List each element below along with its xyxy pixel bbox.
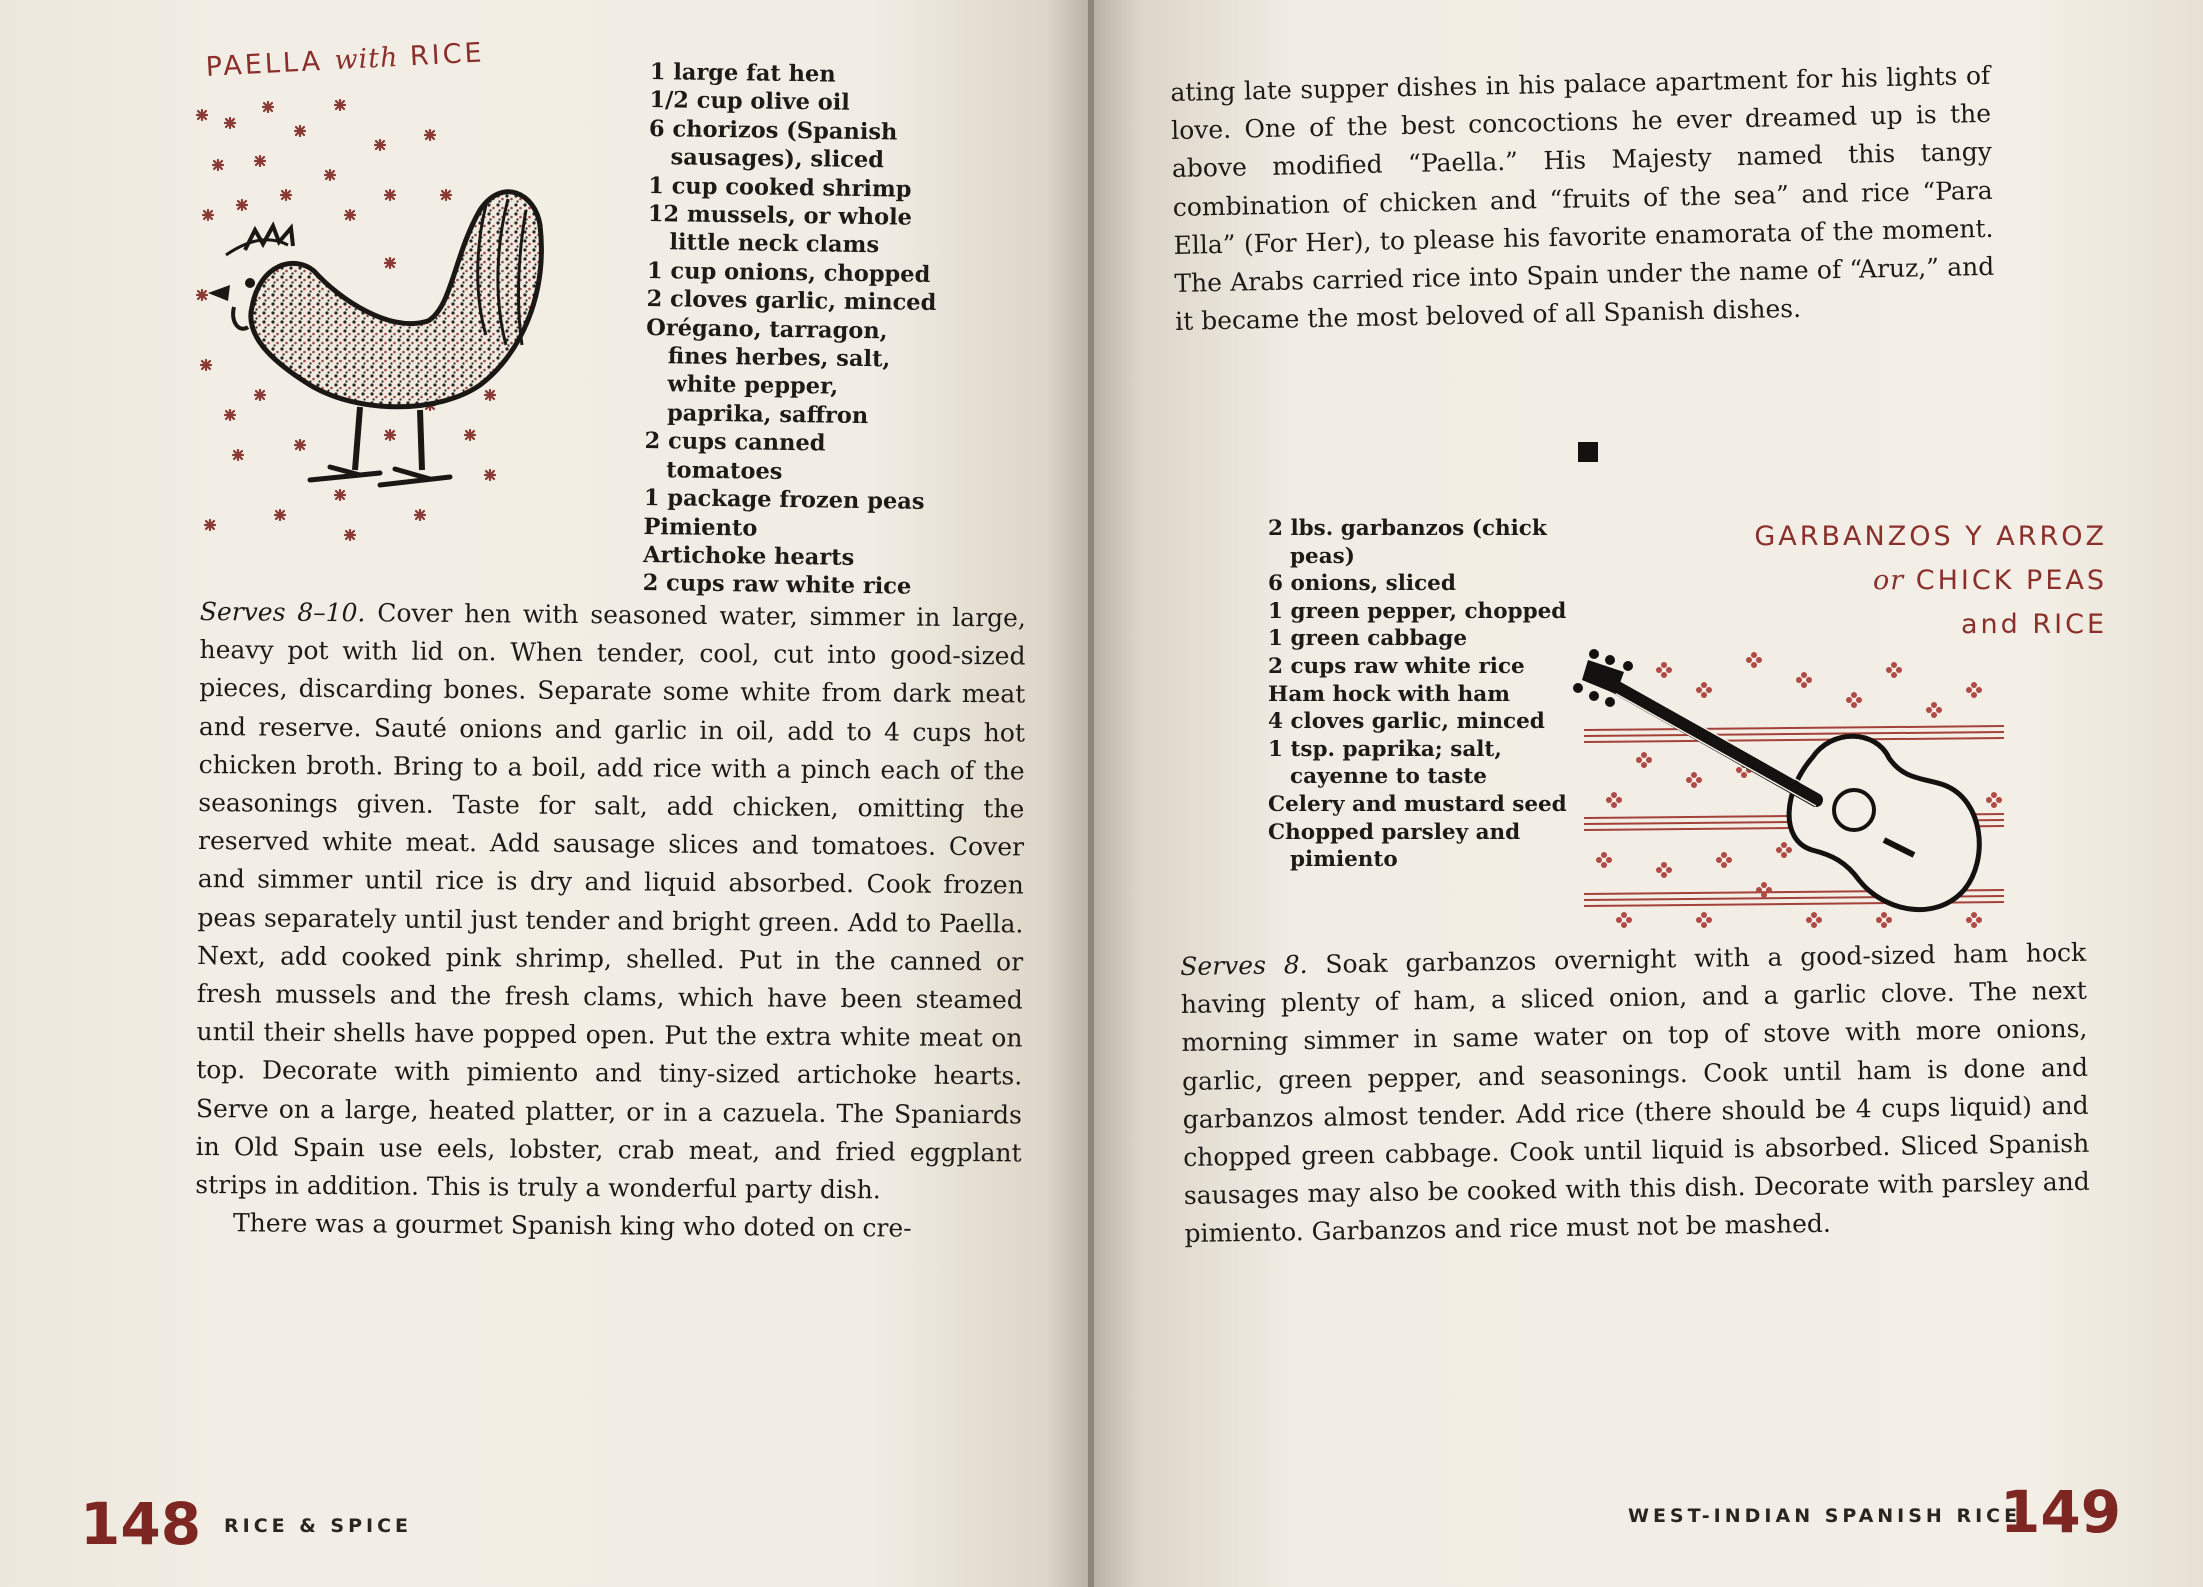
flower-ornament [1891, 672, 1897, 678]
ingredient-item: Orégano, tarragon, fines herbes, salt, white pepper, paprika, saffron [646, 314, 891, 429]
title-word-chick-peas: CHICK PEAS [1915, 565, 2107, 596]
method-text: Soak garbanzos overnight with a good-sized ham hock having plenty of ham, a sliced onion, and a garlic clove. The next morning simmer in same water on top of stove with more onions, garlic, green pepper, and seasonings. Cook until ham is done and garbanzos almost tender. Add rice (there should be 4 cups liquid) and chopped green cabbage. Cook until liquid is absorbed. Sliced Spanish sausages may also be cooked with this dish. Decorate with parsley and pimiento. Garbanzos and rice must not be mashed. [1180, 937, 2091, 1249]
flower-ornament [1801, 682, 1807, 688]
star-ornament [281, 190, 291, 200]
ingredient-item: 4 cloves garlic, minced [1268, 709, 1545, 735]
star-ornament [203, 210, 213, 220]
flower-ornament [1611, 802, 1617, 808]
star-ornament [485, 470, 495, 480]
flower-ornament [1806, 677, 1812, 683]
star-ornament [295, 440, 305, 450]
ingredient-item: 1 green pepper, chopped [1268, 598, 1567, 624]
flower-ornament [1666, 867, 1672, 873]
flower-ornament [1926, 707, 1932, 713]
star-ornament [465, 430, 475, 440]
star-ornament [233, 450, 243, 460]
star-ornament [255, 156, 265, 166]
star-ornament [225, 410, 235, 420]
star-ornament [485, 390, 495, 400]
title-line-and-rice: and RICE [1960, 609, 2107, 640]
flower-ornament [1971, 922, 1977, 928]
method-text: Cover hen with seasoned water, simmer in large, heavy pot with lid on. When tender, cool, cut into good-sized pieces, discarding bones. Separate some white from dark meat and reserve. Sauté onions and garlic in oil, add to 4 cups hot chicken broth. Bring to a boil, add rice with a pinch each of the seasonings given. Taste for salt, add chicken, omitting the reserved white meat. Add sausage slices and tomatoes. Cover and simmer until rice is dry and liquid absorbed. Cook frozen peas separately until just tender and bright green. Add to Paella. Next, add cooked pink shrimp, shelled. Put in the canned or fresh mussels and the fresh clams, which have been steamed until their shells have popped open. Put the extra white meat on top. Decorate with pimiento and tiny-sized artichoke hearts. Serve on a large, heated platter, or in a cazuela. The Spaniards in Old Spain use eels, lobster, crab meat, and fried eggplant strips in addition. This is truly a wonderful party dish. [195, 598, 1026, 1205]
flower-ornament [1876, 917, 1882, 923]
star-ornament [275, 510, 285, 520]
flower-ornament [1751, 662, 1757, 668]
flower-ornament [1811, 912, 1817, 918]
ingredient-item: 1 cup cooked shrimp [648, 172, 912, 203]
star-ornament [335, 100, 345, 110]
flower-ornament [1971, 912, 1977, 918]
flower-ornament [1691, 772, 1697, 778]
flower-ornament [1701, 682, 1707, 688]
flower-ornament [1636, 757, 1642, 763]
flower-ornament [1696, 777, 1702, 783]
title-word-or: or [1873, 565, 1905, 596]
flower-ornament [1641, 752, 1647, 758]
ingredient-item: Chopped parsley and pimiento [1268, 819, 1521, 873]
title-line-chick-peas [1627, 559, 2107, 603]
page-148 [0, 0, 1090, 1587]
title-word-with: with [333, 41, 400, 77]
star-ornament [197, 290, 207, 300]
title-line-garbanzos: GARBANZOS Y ARROZ [1754, 521, 2107, 552]
flower-ornament [1701, 922, 1707, 928]
star-ornament [205, 520, 215, 530]
star-ornament [225, 118, 235, 128]
guitar-illustration [1584, 650, 2004, 940]
flower-ornament [1806, 917, 1812, 923]
star-ornament [345, 530, 355, 540]
flower-ornament [1781, 852, 1787, 858]
star-ornament [255, 390, 265, 400]
star-ornament [335, 490, 345, 500]
method-paragraph [1180, 934, 2091, 1254]
flower-ornament [1596, 857, 1602, 863]
ingredients-list-garbanzos [1268, 515, 1568, 874]
star-ornament [295, 126, 305, 136]
flower-ornament [1691, 782, 1697, 788]
star-ornament [325, 170, 335, 180]
flower-ornament [1991, 802, 1997, 808]
flower-ornament [1886, 917, 1892, 923]
story-continuation [1170, 57, 1995, 342]
star-ornament [197, 110, 207, 120]
flower-ornament [1801, 672, 1807, 678]
flower-ornament [1606, 797, 1612, 803]
flower-ornament [1761, 892, 1767, 898]
flower-ornament [1856, 697, 1862, 703]
flower-ornament [1761, 882, 1767, 888]
ingredient-item: 12 mussels, or whole little neck clams [647, 201, 913, 259]
flower-ornament [1966, 687, 1972, 693]
flower-ornament [1971, 692, 1977, 698]
ingredient-item: 2 cloves garlic, minced [646, 286, 937, 317]
flower-ornament [1601, 862, 1607, 868]
flower-ornament [1601, 852, 1607, 858]
flower-ornament [1741, 772, 1747, 778]
flower-ornament [1781, 842, 1787, 848]
flower-ornament [1931, 702, 1937, 708]
star-ornament [385, 430, 395, 440]
flower-ornament [1661, 672, 1667, 678]
flower-ornament [1816, 917, 1822, 923]
ingredient-item: 1 tsp. paprika; salt, cayenne to taste [1268, 736, 1502, 790]
flower-ornament [1696, 687, 1702, 693]
flower-ornament [1971, 682, 1977, 688]
star-ornament [385, 258, 395, 268]
flower-ornament [1986, 797, 1992, 803]
flower-ornament [1746, 657, 1752, 663]
star-ornament [201, 360, 211, 370]
page-149 [1094, 0, 2203, 1587]
section-ornament [1578, 442, 1598, 462]
flower-ornament [1936, 707, 1942, 713]
flower-ornament [1696, 917, 1702, 923]
ingredient-item: Pimiento [643, 513, 758, 542]
ingredient-item: 1 large fat hen [649, 58, 836, 88]
flower-ornament [1966, 917, 1972, 923]
star-ornament [415, 510, 425, 520]
flower-ornament [1976, 917, 1982, 923]
recipe-title-garbanzos [1627, 515, 2107, 647]
method-garbanzos [1180, 934, 2091, 1254]
star-ornament [345, 210, 355, 220]
flower-ornament [1646, 757, 1652, 763]
flower-ornament [1606, 857, 1612, 863]
flower-ornament [1776, 847, 1782, 853]
ingredient-item: 2 lbs. garbanzos (chick peas) [1268, 516, 1547, 569]
flower-ornament [1751, 652, 1757, 658]
flower-ornament [1621, 912, 1627, 918]
ingredient-item: 1/2 cup olive oil [649, 87, 850, 117]
flower-ornament [1621, 922, 1627, 928]
method-paella [195, 593, 1026, 1249]
method-paragraph [195, 593, 1026, 1211]
recipe-title-paella [205, 37, 485, 83]
flower-ornament [1811, 922, 1817, 928]
flower-ornament [1931, 712, 1937, 718]
title-word-paella: PAELLA [205, 45, 324, 83]
flower-ornament [1626, 917, 1632, 923]
flower-ornament [1736, 767, 1742, 773]
story-start: There was a gourmet Spanish king who doted on cre- [232, 1208, 912, 1243]
flower-ornament [1891, 662, 1897, 668]
ingredient-item: Ham hock with ham [1268, 681, 1510, 707]
flower-ornament [1756, 657, 1762, 663]
star-ornament [213, 160, 223, 170]
flower-ornament [1686, 777, 1692, 783]
flower-ornament [1886, 667, 1892, 673]
star-ornament [375, 140, 385, 150]
ingredients-list-paella [642, 58, 950, 602]
page-number-148: 148 [80, 1490, 202, 1558]
flower-ornament [1666, 667, 1672, 673]
ingredient-item: 1 green cabbage [1268, 626, 1468, 652]
flower-ornament [1996, 797, 2002, 803]
flower-ornament [1716, 857, 1722, 863]
flower-ornament [1991, 792, 1997, 798]
page-number-149: 149 [2000, 1478, 2122, 1546]
flower-ornament [1701, 692, 1707, 698]
star-ornament [263, 102, 273, 112]
star-ornament [441, 190, 451, 200]
flower-ornament [1726, 857, 1732, 863]
ingredient-item: 1 cup onions, chopped [646, 257, 931, 288]
flower-ornament [1881, 912, 1887, 918]
flower-ornament [1706, 687, 1712, 693]
story-end: ating late supper dishes in his palace apartment for his lights of love. One of the best concoctions he ever dreamed up is the above modified “Paella.” His Majesty named this tangy combination of chicken and “fruits of the sea” and rice “Para Ella” (For Her), to please his favorite enamorata of the moment. The Arabs carried rice into Spain under the name of “Aruz,” and it became the most beloved of all Spanish dishes. [1170, 60, 1995, 337]
flower-ornament [1976, 687, 1982, 693]
title-word-rice: RICE [409, 37, 486, 73]
ingredient-item: 6 chorizos (Spanish sausages), sliced [648, 115, 898, 174]
flower-ornament [1786, 847, 1792, 853]
serves-label: Serves 8. [1180, 950, 1308, 981]
running-head-right: WEST-INDIAN SPANISH RICE [1628, 1505, 2022, 1527]
ingredient-item: Artichoke hearts [642, 541, 855, 571]
running-head-left: RICE & SPICE [224, 1515, 413, 1537]
flower-ornament [1641, 762, 1647, 768]
flower-ornament [1846, 697, 1852, 703]
flower-ornament [1796, 677, 1802, 683]
ingredient-item: 2 cups raw white rice [642, 570, 912, 601]
ingredient-item: 6 onions, sliced [1268, 571, 1456, 597]
flower-ornament [1721, 852, 1727, 858]
flower-ornament [1766, 887, 1772, 893]
flower-ornament [1706, 917, 1712, 923]
flower-ornament [1661, 872, 1667, 878]
ingredient-item: Celery and mustard seed [1268, 791, 1567, 817]
flower-ornament [1721, 862, 1727, 868]
flower-ornament [1656, 667, 1662, 673]
flower-ornament [1661, 662, 1667, 668]
flower-ornament [1701, 912, 1707, 918]
flower-ornament [1656, 867, 1662, 873]
ingredient-item: 2 cups raw white rice [1268, 653, 1525, 679]
flower-ornament [1611, 792, 1617, 798]
flower-ornament [1851, 692, 1857, 698]
hen-illustration [190, 95, 550, 575]
star-ornament [385, 190, 395, 200]
serves-label: Serves 8–10. [199, 596, 366, 628]
star-ornament [425, 130, 435, 140]
flower-ornament [1616, 797, 1622, 803]
flower-ornament [1896, 667, 1902, 673]
star-ornament [237, 200, 247, 210]
flower-ornament [1851, 702, 1857, 708]
flower-ornament [1756, 887, 1762, 893]
flower-ornament [1661, 862, 1667, 868]
ingredient-item: 1 package frozen peas [643, 485, 925, 515]
flower-ornament [1881, 922, 1887, 928]
ingredient-item: 2 cups canned tomatoes [644, 428, 826, 485]
flower-ornament [1616, 917, 1622, 923]
